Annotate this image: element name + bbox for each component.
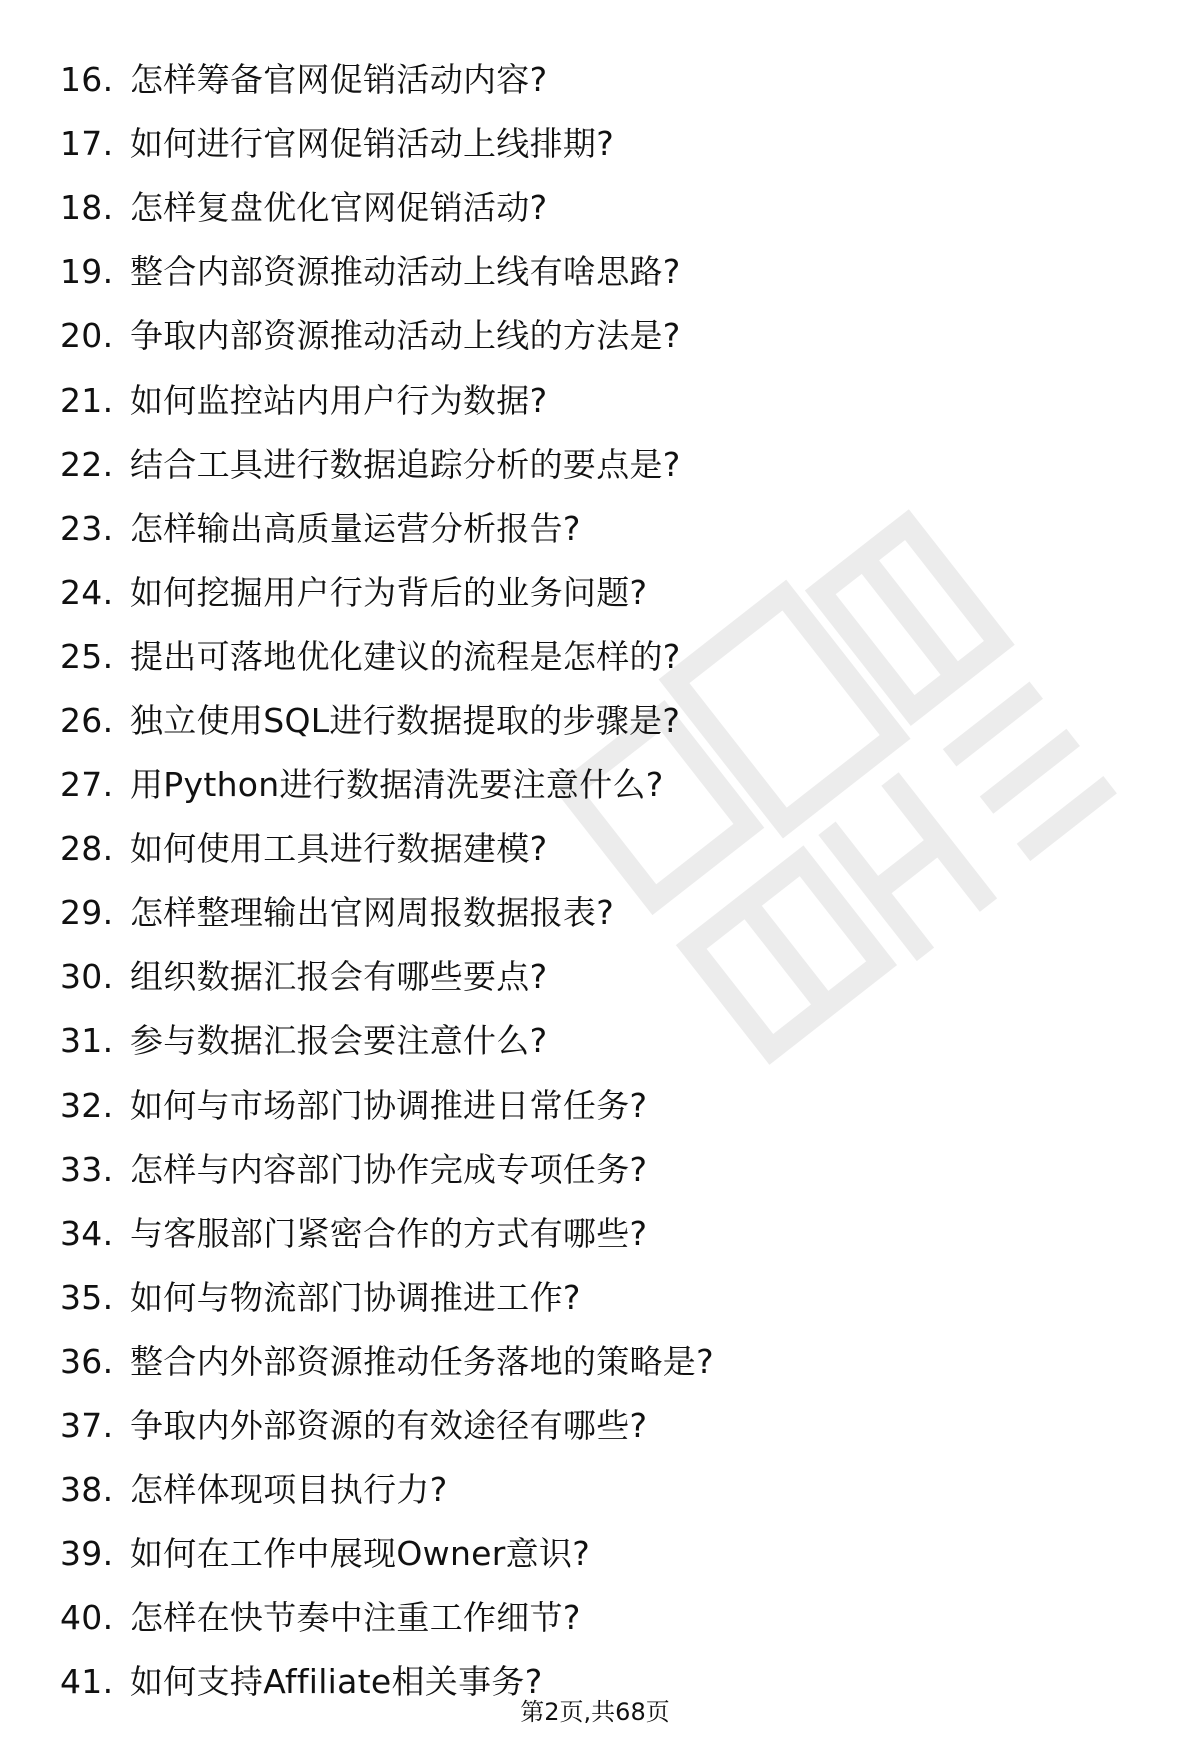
question-item — [60, 48, 714, 112]
question-item — [60, 1138, 714, 1202]
question-text: 怎样整理输出官网周报数据报表? — [130, 893, 615, 933]
question-number: 41. — [60, 1662, 114, 1702]
question-text: 提出可落地优化建议的流程是怎样的? — [130, 636, 681, 676]
question-item — [60, 1394, 714, 1458]
question-number: 23. — [60, 508, 114, 548]
question-item — [60, 1586, 714, 1650]
question-item — [60, 817, 714, 881]
question-text: 怎样体现项目执行力? — [130, 1470, 448, 1510]
question-text: 如何使用工具进行数据建模? — [130, 829, 548, 869]
question-number: 31. — [60, 1021, 114, 1061]
question-item — [60, 1522, 714, 1586]
question-number: 32. — [60, 1085, 114, 1125]
question-item — [60, 1074, 714, 1138]
question-number: 25. — [60, 636, 114, 676]
question-text: 争取内外部资源的有效途径有哪些? — [130, 1406, 648, 1446]
question-item — [60, 881, 714, 945]
question-text: 如何支持Affiliate相关事务? — [130, 1662, 543, 1702]
question-text: 如何监控站内用户行为数据? — [130, 380, 548, 420]
question-text: 怎样与内容部门协作完成专项任务? — [130, 1149, 648, 1189]
question-item — [60, 497, 714, 561]
question-text: 怎样筹备官网促销活动内容? — [130, 60, 548, 100]
question-number: 38. — [60, 1470, 114, 1510]
question-item — [60, 1330, 714, 1394]
question-number: 18. — [60, 188, 114, 228]
question-text: 独立使用SQL进行数据提取的步骤是? — [130, 700, 681, 740]
question-number: 33. — [60, 1149, 114, 1189]
question-list — [60, 48, 714, 1714]
question-text: 怎样复盘优化官网促销活动? — [130, 188, 548, 228]
question-text: 争取内部资源推动活动上线的方法是? — [130, 316, 681, 356]
question-number: 21. — [60, 380, 114, 420]
question-item — [60, 304, 714, 368]
question-text: 参与数据汇报会要注意什么? — [130, 1021, 548, 1061]
question-number: 26. — [60, 700, 114, 740]
question-item — [60, 1266, 714, 1330]
question-text: 如何挖掘用户行为背后的业务问题? — [130, 572, 648, 612]
question-number: 22. — [60, 444, 114, 484]
question-number: 16. — [60, 60, 114, 100]
question-number: 27. — [60, 765, 114, 805]
question-item — [60, 689, 714, 753]
question-text: 与客服部门紧密合作的方式有哪些? — [130, 1213, 648, 1253]
question-text: 整合内外部资源推动任务落地的策略是? — [130, 1341, 714, 1381]
question-text: 如何进行官网促销活动上线排期? — [130, 124, 615, 164]
question-text: 结合工具进行数据追踪分析的要点是? — [130, 444, 681, 484]
question-number: 34. — [60, 1213, 114, 1253]
question-item — [60, 753, 714, 817]
question-item — [60, 625, 714, 689]
question-item — [60, 1458, 714, 1522]
question-item — [60, 176, 714, 240]
question-number: 30. — [60, 957, 114, 997]
question-text: 用Python进行数据清洗要注意什么? — [130, 765, 664, 805]
question-number: 28. — [60, 829, 114, 869]
question-text: 组织数据汇报会有哪些要点? — [130, 957, 548, 997]
question-text: 如何与市场部门协调推进日常任务? — [130, 1085, 648, 1125]
question-number: 35. — [60, 1277, 114, 1317]
question-number: 36. — [60, 1341, 114, 1381]
question-number: 37. — [60, 1406, 114, 1446]
question-number: 29. — [60, 893, 114, 933]
question-number: 17. — [60, 124, 114, 164]
question-text: 怎样输出高质量运营分析报告? — [130, 508, 581, 548]
question-number: 39. — [60, 1534, 114, 1574]
question-item — [60, 112, 714, 176]
question-item — [60, 240, 714, 304]
question-number: 40. — [60, 1598, 114, 1638]
question-item — [60, 433, 714, 497]
page-number: 第2页,共68页 — [520, 1698, 670, 1726]
question-number: 24. — [60, 572, 114, 612]
question-item — [60, 1009, 714, 1073]
question-item — [60, 561, 714, 625]
question-text: 如何与物流部门协调推进工作? — [130, 1277, 581, 1317]
question-item — [60, 945, 714, 1009]
question-item — [60, 1202, 714, 1266]
question-text: 怎样在快节奏中注重工作细节? — [130, 1598, 581, 1638]
question-text: 整合内部资源推动活动上线有啥思路? — [130, 252, 681, 292]
question-text: 如何在工作中展现Owner意识? — [130, 1534, 591, 1574]
question-number: 19. — [60, 252, 114, 292]
question-item — [60, 368, 714, 432]
question-number: 20. — [60, 316, 114, 356]
